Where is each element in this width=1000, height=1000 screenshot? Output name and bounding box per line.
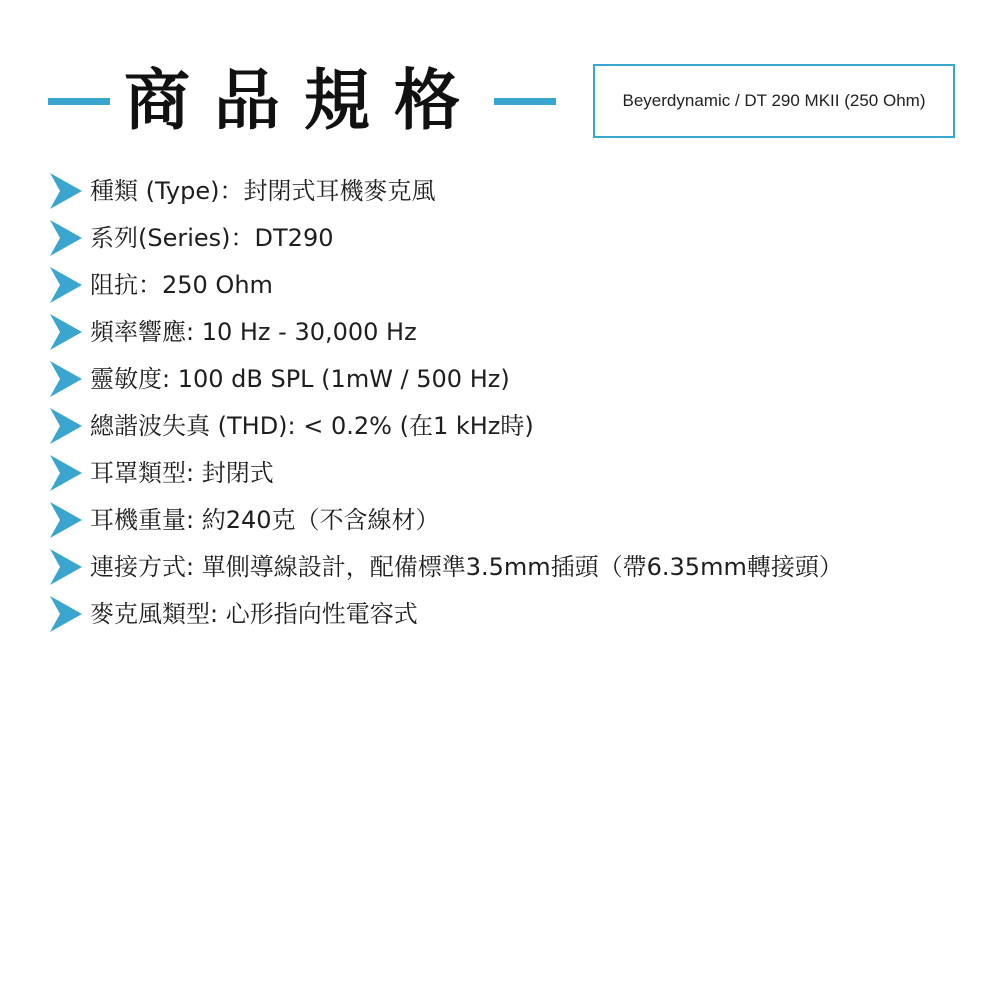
spec-item-impedance: [48, 261, 988, 308]
arrow-right-icon: [48, 218, 84, 258]
spec-text: 種類 (Type)：封閉式耳機麥克風: [90, 176, 436, 205]
arrow-right-icon: [48, 453, 84, 493]
spec-text: 連接方式: 單側導線設計，配備標準3.5mm插頭（帶6.35mm轉接頭）: [90, 552, 843, 581]
spec-list: [48, 167, 988, 637]
spec-text: 耳機重量: 約240克（不含線材）: [90, 505, 440, 534]
spec-item-series: [48, 214, 988, 261]
spec-item-microphone-type: [48, 590, 988, 637]
spec-text: 系列(Series)：DT290: [90, 223, 334, 252]
product-name: Beyerdynamic / DT 290 MKII (250 Ohm): [622, 91, 926, 110]
spec-text: 頻率響應: 10 Hz - 30,000 Hz: [90, 317, 417, 346]
spec-text: 麥克風類型: 心形指向性電容式: [90, 599, 418, 628]
spec-item-sensitivity: [48, 355, 988, 402]
spec-text: 耳罩類型: 封閉式: [90, 458, 274, 487]
arrow-right-icon: [48, 312, 84, 352]
title-rule-right: [494, 98, 556, 105]
product-name-box: [593, 64, 955, 138]
spec-text: 靈敏度: 100 dB SPL (1mW / 500 Hz): [90, 364, 510, 393]
arrow-right-icon: [48, 406, 84, 446]
spec-item-weight: [48, 496, 988, 543]
spec-item-type: [48, 167, 988, 214]
spec-item-earcup-type: [48, 449, 988, 496]
spec-text: 總諧波失真 (THD): < 0.2% (在1 kHz時): [90, 411, 534, 440]
spec-item-connection: [48, 543, 988, 590]
title-rule-left: [48, 98, 110, 105]
page-title: 商品規格: [124, 62, 484, 139]
arrow-right-icon: [48, 265, 84, 305]
arrow-right-icon: [48, 547, 84, 587]
spec-item-frequency-response: [48, 308, 988, 355]
arrow-right-icon: [48, 500, 84, 540]
spec-text: 阻抗：250 Ohm: [90, 270, 273, 299]
spec-item-thd: [48, 402, 988, 449]
arrow-right-icon: [48, 171, 84, 211]
arrow-right-icon: [48, 594, 84, 634]
arrow-right-icon: [48, 359, 84, 399]
